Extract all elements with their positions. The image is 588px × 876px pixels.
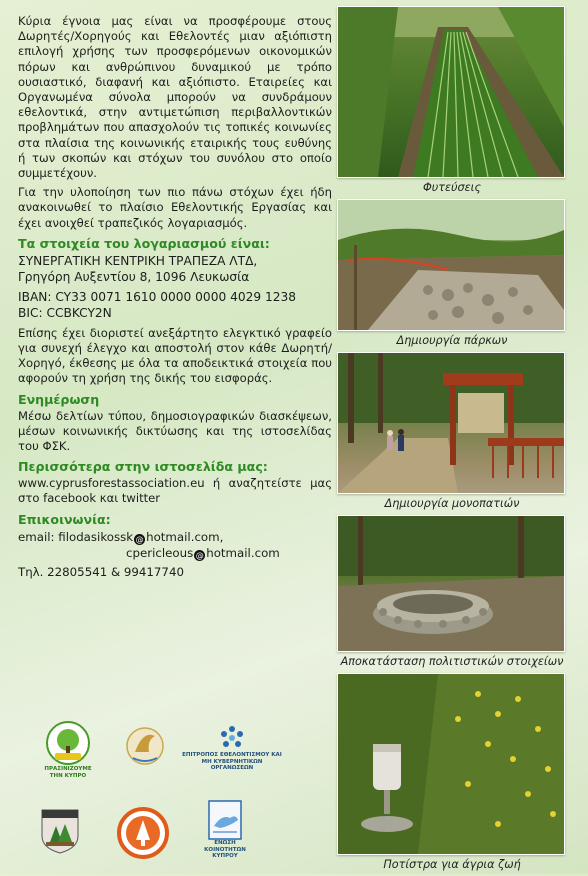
at-icon: @ (195, 550, 204, 560)
caption-park: Δημιουργία πάρκων (396, 334, 508, 347)
photo-planting (337, 6, 565, 178)
caption-planting: Φυτεύσεις (422, 181, 482, 194)
goals-paragraph: Για την υλοποίηση των πιο πάνω στόχων έχει ήδη ανακοινωθεί το πλαίσιο Εθελοντικής Εργασίας και έχει ανοιχθεί τραπεζικός λογαριασμός. (18, 185, 332, 230)
caption-trail: Δημιουργία μονοπατιών (384, 497, 520, 510)
bird-icon (125, 722, 165, 772)
photo-park (337, 199, 565, 331)
logo1-text: ΠΡΑΣΙΝΙΖΟΥΜΕ ΤΗΝ ΚΥΠΡΟ (44, 766, 92, 779)
forestry-department-logo (116, 806, 170, 860)
text-column (18, 14, 332, 580)
update-text: Μέσω δελτίων τύπου, δημοσιογραφικών διασκέψεων, μέσων κοινωνικής δικτύωσης και της ιστοσελίδας του ΦΣΚ. (18, 408, 332, 454)
iban: IBAN: CY33 0071 1610 0000 0000 4029 1238 (18, 289, 296, 304)
bird-logo (125, 722, 165, 772)
email-1[interactable]: filodasikossk @ hotmail.com, (58, 529, 224, 544)
at-icon: @ (135, 534, 144, 544)
website-heading: Περισσότερα στην ιστοσελίδα μας: (18, 459, 268, 475)
audit-paragraph: Επίσης έχει διοριστεί ανεξάρτητο ελεγκτικό γραφείο για συνεχή έλεγχο και αποστολή στον κάθε Δωρητή/Χορηγό, έκθεσης με όλα τα αποδεικτικά στοιχεία που αφορούν τη χρήση της δικής του εισφοράς. (18, 325, 332, 386)
email-row-1 (18, 529, 332, 545)
star-emblem-icon (218, 724, 246, 752)
park-scene (338, 200, 564, 330)
intro-paragraph: Κύρια έγνοια μας είναι να προσφέρουμε στους Δωρητές/Χορηγούς και Εθελοντές μιαν αξιόπιστη επιλογή χρήσης των προσφερόμενων οικονομικών πόρων και ανθρώπινου δυναμικού με τρόπο ουσιαστικό, διαφανή και αξιόπιστο. Εταιρείες και Οργανωμένα σύνολα μπορούν να συνδράμουν εθελοντικά, στην αντιμετώπιση περιβαλλοντικών προβλημάτων που απασχολούν τις τοπικές κοινωνίες στα πλαίσια της κοινωνικής εταιρικής τους ευθύνης ή των σκοπών και στόχων του συνόλου στο οποίο συμμετέχουν. (18, 14, 332, 181)
website-text[interactable]: www.cyprusforestassociation.eu ή αναζητείστε μας στο facebook και twitter (18, 476, 332, 506)
emblem-icon (116, 806, 170, 860)
update-heading: Ενημέρωση (18, 391, 100, 407)
caption-water-trough: Ποτίστρα για άγρια ζωή (383, 858, 521, 871)
photo-water-trough (337, 673, 565, 855)
caption-heritage: Αποκατάσταση πολιτιστικών στοιχείων (340, 655, 564, 668)
contact-heading: Επικοινωνία: (18, 511, 111, 527)
trail-scene (338, 353, 564, 493)
email-label: email: (18, 529, 55, 544)
email-2[interactable]: cpericleous @ hotmail.com (126, 545, 280, 560)
tree-icon (45, 720, 91, 766)
planting-scene (338, 7, 564, 177)
communities-union-logo (200, 800, 250, 860)
water-trough-scene (338, 674, 564, 854)
greening-cyprus-logo (38, 720, 98, 779)
shield-icon (40, 808, 80, 854)
phone: Τηλ. 22805541 & 99417740 (18, 564, 184, 579)
account-heading: Τα στοιχεία του λογαριασμού είναι: (18, 235, 270, 251)
logo3-text: ΕΠΙΤΡΟΠΟΣ ΕΘΕΛΟΝΤΙΣΜΟΥ ΚΑΙ ΜΗ ΚΥΒΕΡΝΗΤΙΚΩΝ ΟΡΓΑΝΩΣΕΩΝ (182, 752, 282, 771)
photo-heritage (337, 515, 565, 652)
partner-logos (30, 718, 330, 868)
email-row-2 (18, 545, 332, 561)
volunteerism-commissioner-logo (182, 724, 282, 772)
bank-address: Γρηγόρη Αυξεντίου 8, 1096 Λευκωσία (18, 270, 250, 285)
map-emblem-icon (208, 800, 242, 840)
bic: BIC: CCBKCY2N (18, 306, 112, 321)
photo-column (337, 6, 567, 876)
bank-name: ΣΥΝΕΡΓΑΤΙΚΗ ΚΕΝΤΡΙΚΗ ΤΡΑΠΕΖΑ ΛΤΔ, (18, 253, 258, 268)
photo-trail (337, 352, 565, 494)
heritage-scene (338, 516, 564, 651)
forest-shield-logo (40, 808, 80, 854)
logo6-text: ΕΝΩΣΗ ΚΟΙΝΟΤΗΤΩΝ ΚΥΠΡΟΥ (204, 840, 246, 859)
